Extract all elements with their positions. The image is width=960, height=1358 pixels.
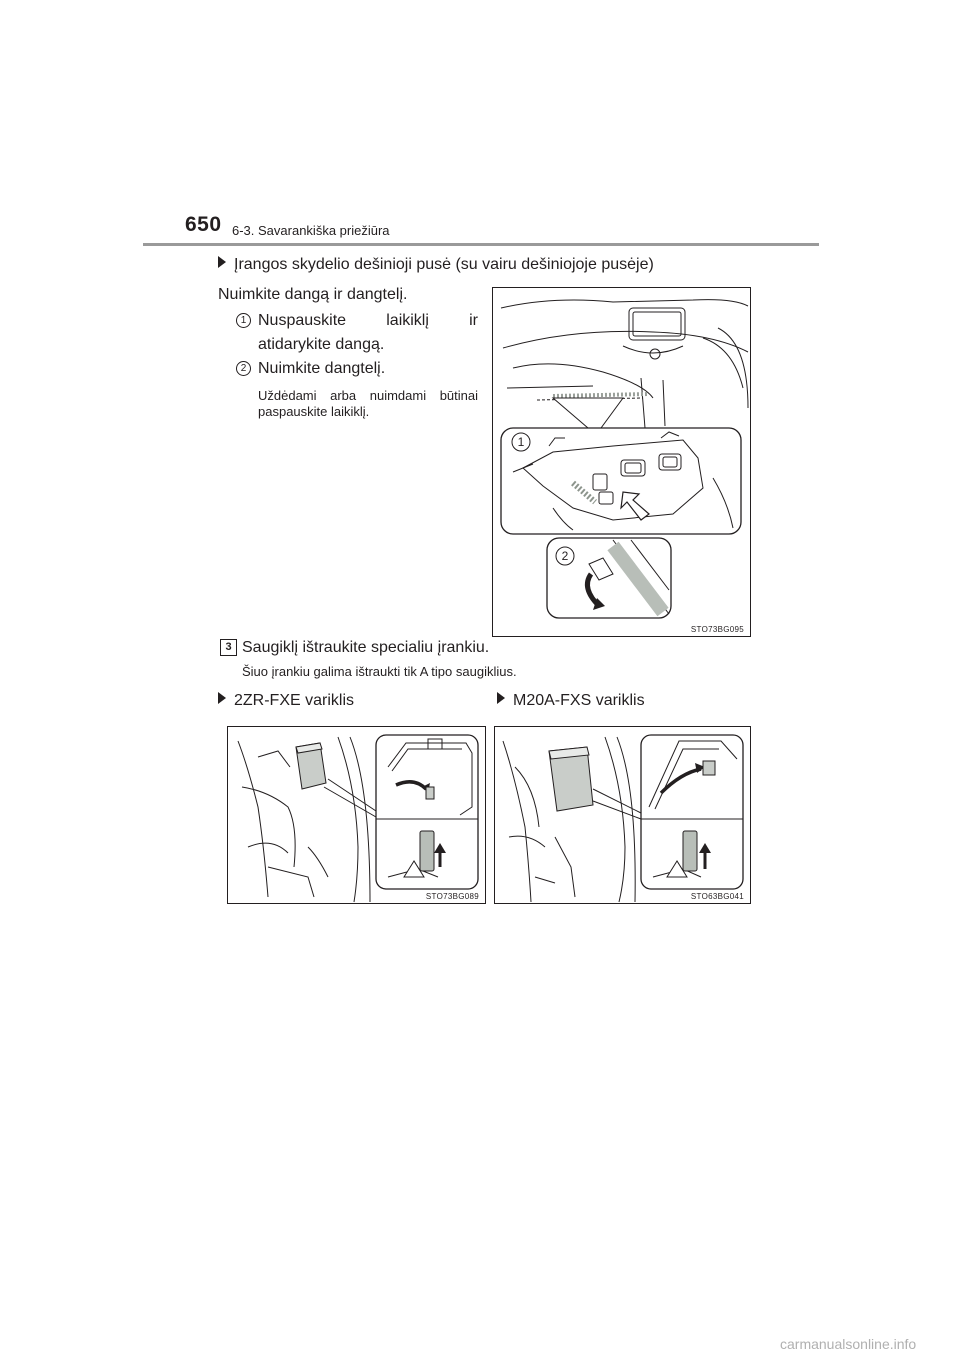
intro-text: Nuimkite dangą ir dangtelį. [218,286,408,303]
page-number: 650 [185,213,222,236]
engine-label-right [497,692,645,710]
figure-callout-1: 1 [517,435,525,449]
engine-m20a-illustration [494,726,751,904]
dashboard-drawing [493,288,750,636]
step-2-text: Nuimkite dangtelį. [258,360,386,377]
triangle-bullet-icon [218,692,226,704]
dashboard-illustration [492,287,751,637]
subsection-title [218,256,654,274]
section-title: 6-3. Savarankiška priežiūra [232,223,390,238]
subsection-title-text: Įrangos skydelio dešinioji pusė (su vairu dešiniojoje pusėje) [234,256,654,273]
triangle-bullet-icon [218,256,226,268]
figure-code: STO73BG095 [690,625,744,634]
step-3-text: Saugiklį ištraukite specialiu įrankiu. [242,639,490,656]
figure-callout-2: 2 [561,549,569,563]
step-3-note: Šiuo įrankiu galima ištraukti tik A tipo saugiklius. [242,664,517,679]
step-2-note: Uždėdami arba nuimdami būtinai paspauskite laikiklį. [258,388,478,419]
step-3-number: 3 [220,639,237,656]
engine-m20a-drawing [495,727,750,903]
step-1-text: Nuspauskite laikiklį ir atidarykite dangą. [258,312,478,353]
engine-label-left [218,692,354,710]
engine-2zr-drawing [228,727,485,903]
engine-label-left-text: 2ZR-FXE variklis [234,692,355,709]
engine-label-right-text: M20A-FXS variklis [513,692,645,709]
step-1-number: 1 [236,313,251,328]
engine-2zr-illustration [227,726,486,904]
header-rule [143,243,819,246]
triangle-bullet-icon [497,692,505,704]
step-2-number: 2 [236,361,251,376]
engine-2zr-code: STO73BG089 [425,892,479,901]
watermark: carmanualsonline.info [780,1336,917,1352]
engine-m20a-code: STO63BG041 [690,892,744,901]
